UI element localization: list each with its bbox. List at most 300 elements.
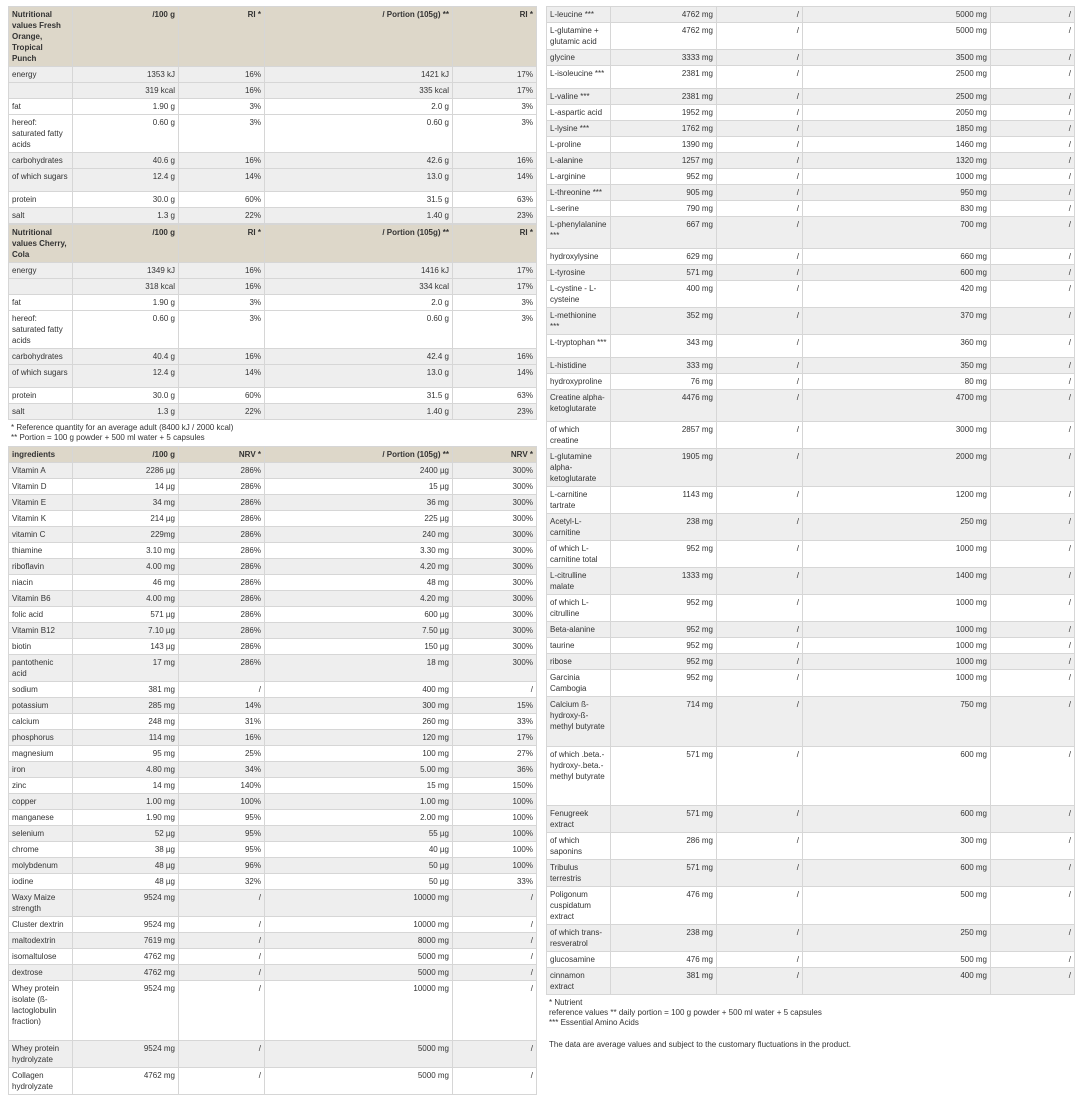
value-cell: 23%	[453, 208, 537, 224]
value-cell: 571 mg	[611, 265, 717, 281]
row-label-cell: sodium	[9, 682, 73, 698]
value-cell: 286%	[179, 639, 265, 655]
value-cell: /	[717, 217, 803, 249]
value-cell: /	[717, 925, 803, 952]
value-cell: 2050 mg	[803, 105, 991, 121]
value-cell: 250 mg	[803, 514, 991, 541]
header-cell: NRV *	[453, 447, 537, 463]
value-cell: /	[453, 933, 537, 949]
value-cell: 34 mg	[73, 495, 179, 511]
value-cell: 63%	[453, 388, 537, 404]
value-cell: /	[991, 105, 1075, 121]
row-label-cell: taurine	[547, 638, 611, 654]
value-cell: /	[717, 638, 803, 654]
value-cell: 16%	[179, 730, 265, 746]
value-cell: 32%	[179, 874, 265, 890]
value-cell: /	[991, 89, 1075, 105]
table-row	[9, 495, 537, 511]
row-label-cell: Creatine alpha-ketoglutarate	[547, 390, 611, 422]
value-cell: 150 µg	[265, 639, 453, 655]
value-cell: 1257 mg	[611, 153, 717, 169]
value-cell: /	[991, 66, 1075, 89]
row-label-cell: hereof: saturated fatty acids	[9, 115, 73, 153]
row-label-cell: salt	[9, 404, 73, 420]
table-row	[547, 105, 1075, 121]
value-cell: 381 mg	[73, 682, 179, 698]
value-cell: 1.40 g	[265, 208, 453, 224]
row-label-cell: Calcium ß-hydroxy-ß-methyl butyrate	[547, 697, 611, 747]
row-label-cell: magnesium	[9, 746, 73, 762]
value-cell: 17 mg	[73, 655, 179, 682]
value-cell: 286%	[179, 607, 265, 623]
value-cell: 100%	[179, 794, 265, 810]
table-row	[9, 463, 537, 479]
table-row	[547, 89, 1075, 105]
value-cell: 60%	[179, 192, 265, 208]
value-cell: 950 mg	[803, 185, 991, 201]
table-row	[9, 83, 537, 99]
value-cell: 143 µg	[73, 639, 179, 655]
table-row	[547, 390, 1075, 422]
value-cell: 660 mg	[803, 249, 991, 265]
row-label-cell: salt	[9, 208, 73, 224]
table-row	[547, 622, 1075, 638]
value-cell: 335 kcal	[265, 83, 453, 99]
header-cell: Nutritional values Fresh Orange, Tropical Punch	[9, 7, 73, 67]
table-row	[9, 365, 537, 388]
table-row	[547, 7, 1075, 23]
table-row	[547, 265, 1075, 281]
value-cell: 286%	[179, 511, 265, 527]
value-cell: 14%	[179, 698, 265, 714]
value-cell: 286%	[179, 575, 265, 591]
row-label-cell: manganese	[9, 810, 73, 826]
value-cell: 952 mg	[611, 670, 717, 697]
value-cell: 300%	[453, 607, 537, 623]
row-label-cell: hydroxyproline	[547, 374, 611, 390]
row-label-cell: L-glutamine + glutamic acid	[547, 23, 611, 50]
value-cell: 60%	[179, 388, 265, 404]
value-cell: /	[717, 887, 803, 925]
value-cell: 4762 mg	[73, 965, 179, 981]
value-cell: 9524 mg	[73, 981, 179, 1041]
value-cell: /	[717, 265, 803, 281]
value-cell: 15%	[453, 698, 537, 714]
value-cell: 600 mg	[803, 860, 991, 887]
row-label-cell: of which creatine	[547, 422, 611, 449]
row-label-cell: of which saponins	[547, 833, 611, 860]
value-cell: 1143 mg	[611, 487, 717, 514]
value-cell: 16%	[453, 153, 537, 169]
value-cell: 23%	[453, 404, 537, 420]
row-label-cell: iron	[9, 762, 73, 778]
table-row	[547, 308, 1075, 335]
value-cell: /	[179, 933, 265, 949]
value-cell: /	[717, 595, 803, 622]
value-cell: 30.0 g	[73, 192, 179, 208]
table-row	[9, 388, 537, 404]
table-row	[547, 952, 1075, 968]
row-label-cell: of which sugars	[9, 169, 73, 192]
row-label-cell: biotin	[9, 639, 73, 655]
table-row	[547, 670, 1075, 697]
header-cell: RI *	[179, 7, 265, 67]
value-cell: 15 µg	[265, 479, 453, 495]
value-cell: /	[991, 390, 1075, 422]
table-row	[9, 746, 537, 762]
table-row	[9, 115, 537, 153]
row-label-cell: L-isoleucine ***	[547, 66, 611, 89]
table-row	[9, 682, 537, 698]
value-cell: 1.90 g	[73, 295, 179, 311]
value-cell: 1320 mg	[803, 153, 991, 169]
value-cell: /	[717, 487, 803, 514]
value-cell: 95%	[179, 826, 265, 842]
value-cell: /	[179, 917, 265, 933]
value-cell: 286 mg	[611, 833, 717, 860]
value-cell: 2381 mg	[611, 89, 717, 105]
value-cell: 3%	[179, 99, 265, 115]
value-cell: 17%	[453, 83, 537, 99]
header-cell: / Portion (105g) **	[265, 447, 453, 463]
value-cell: 5000 mg	[265, 1068, 453, 1095]
value-cell: 4.00 mg	[73, 559, 179, 575]
value-cell: 333 mg	[611, 358, 717, 374]
row-label-cell: L-valine ***	[547, 89, 611, 105]
value-cell: 100%	[453, 810, 537, 826]
value-cell: /	[991, 697, 1075, 747]
value-cell: 80 mg	[803, 374, 991, 390]
value-cell: 14%	[453, 169, 537, 192]
value-cell: /	[453, 890, 537, 917]
value-cell: /	[717, 358, 803, 374]
row-label-cell: zinc	[9, 778, 73, 794]
row-label-cell: of which trans-resveratrol	[547, 925, 611, 952]
table-row	[547, 747, 1075, 806]
value-cell: 300%	[453, 623, 537, 639]
value-cell: 5000 mg	[803, 23, 991, 50]
value-cell: /	[453, 1068, 537, 1095]
row-label-cell: Fenugreek extract	[547, 806, 611, 833]
value-cell: /	[991, 217, 1075, 249]
value-cell: 238 mg	[611, 514, 717, 541]
value-cell: 1200 mg	[803, 487, 991, 514]
value-cell: /	[453, 949, 537, 965]
value-cell: 16%	[179, 67, 265, 83]
value-cell: 1000 mg	[803, 670, 991, 697]
value-cell: 571 mg	[611, 806, 717, 833]
value-cell: 33%	[453, 714, 537, 730]
row-label-cell: carbohydrates	[9, 349, 73, 365]
value-cell: 286%	[179, 623, 265, 639]
row-label-cell: calcium	[9, 714, 73, 730]
table-row	[547, 638, 1075, 654]
value-cell: /	[453, 981, 537, 1041]
value-cell: 5000 mg	[803, 7, 991, 23]
nutrition-table-cherry	[8, 224, 537, 420]
value-cell: 952 mg	[611, 541, 717, 568]
value-cell: /	[991, 487, 1075, 514]
value-cell: 17%	[453, 279, 537, 295]
value-cell: 7.50 µg	[265, 623, 453, 639]
value-cell: /	[991, 169, 1075, 185]
value-cell: 48 µg	[73, 874, 179, 890]
value-cell: 3%	[179, 115, 265, 153]
value-cell: /	[991, 50, 1075, 66]
value-cell: /	[717, 66, 803, 89]
value-cell: 286%	[179, 559, 265, 575]
table-row	[9, 543, 537, 559]
value-cell: 48 µg	[73, 858, 179, 874]
table-row	[9, 890, 537, 917]
value-cell: 4.20 mg	[265, 591, 453, 607]
row-label-cell: L-aspartic acid	[547, 105, 611, 121]
table-row	[9, 169, 537, 192]
value-cell: 5000 mg	[265, 949, 453, 965]
value-cell: 1.90 mg	[73, 810, 179, 826]
row-label-cell: vitamin C	[9, 527, 73, 543]
value-cell: 36 mg	[265, 495, 453, 511]
value-cell: /	[717, 201, 803, 217]
row-label-cell: of which L-citrulline	[547, 595, 611, 622]
value-cell: 286%	[179, 495, 265, 511]
row-label-cell: L-phenylalanine ***	[547, 217, 611, 249]
row-label-cell: protein	[9, 388, 73, 404]
value-cell: 286%	[179, 543, 265, 559]
table-row	[547, 422, 1075, 449]
value-cell: /	[717, 50, 803, 66]
left-column	[8, 6, 536, 1095]
value-cell: 1460 mg	[803, 137, 991, 153]
value-cell: 500 mg	[803, 952, 991, 968]
table-row	[547, 925, 1075, 952]
value-cell: 952 mg	[611, 638, 717, 654]
value-cell: 2000 mg	[803, 449, 991, 487]
value-cell: /	[717, 541, 803, 568]
value-cell: /	[991, 335, 1075, 358]
value-cell: 248 mg	[73, 714, 179, 730]
value-cell: /	[991, 568, 1075, 595]
value-cell: 34%	[179, 762, 265, 778]
value-cell: /	[717, 747, 803, 806]
row-label-cell: carbohydrates	[9, 153, 73, 169]
value-cell: 300%	[453, 575, 537, 591]
table-row	[9, 1068, 537, 1095]
value-cell: 5.00 mg	[265, 762, 453, 778]
table-header-row	[9, 447, 537, 463]
value-cell: 42.6 g	[265, 153, 453, 169]
table-row	[9, 295, 537, 311]
row-label-cell	[9, 83, 73, 99]
value-cell: 476 mg	[611, 952, 717, 968]
value-cell: /	[453, 1041, 537, 1068]
table-row	[9, 263, 537, 279]
value-cell: 5000 mg	[265, 1041, 453, 1068]
value-cell: 25%	[179, 746, 265, 762]
value-cell: 300%	[453, 527, 537, 543]
row-label-cell: glycine	[547, 50, 611, 66]
row-label-cell: L-threonine ***	[547, 185, 611, 201]
table-row	[547, 23, 1075, 50]
footnote-portion: ** Portion = 100 g powder + 500 ml water + 5 capsules	[11, 433, 205, 442]
value-cell: 120 mg	[265, 730, 453, 746]
value-cell: 400 mg	[611, 281, 717, 308]
value-cell: 300%	[453, 591, 537, 607]
value-cell: /	[991, 622, 1075, 638]
row-label-cell: L-proline	[547, 137, 611, 153]
value-cell: 285 mg	[73, 698, 179, 714]
value-cell: /	[991, 449, 1075, 487]
value-cell: 52 µg	[73, 826, 179, 842]
value-cell: 4762 mg	[611, 7, 717, 23]
table-row	[9, 730, 537, 746]
value-cell: 4476 mg	[611, 390, 717, 422]
value-cell: 16%	[179, 83, 265, 99]
row-label-cell	[9, 279, 73, 295]
value-cell: /	[717, 153, 803, 169]
value-cell: /	[453, 682, 537, 698]
value-cell: /	[717, 137, 803, 153]
row-label-cell: niacin	[9, 575, 73, 591]
table-row	[9, 575, 537, 591]
value-cell: /	[179, 981, 265, 1041]
value-cell: 1400 mg	[803, 568, 991, 595]
table-row	[9, 192, 537, 208]
table-row	[547, 568, 1075, 595]
value-cell: 16%	[179, 279, 265, 295]
value-cell: /	[717, 806, 803, 833]
value-cell: 4762 mg	[611, 23, 717, 50]
value-cell: 600 µg	[265, 607, 453, 623]
value-cell: 318 kcal	[73, 279, 179, 295]
value-cell: 0.60 g	[73, 311, 179, 349]
row-label-cell: Vitamin D	[9, 479, 73, 495]
value-cell: 1416 kJ	[265, 263, 453, 279]
value-cell: 16%	[179, 263, 265, 279]
value-cell: /	[717, 568, 803, 595]
value-cell: 3333 mg	[611, 50, 717, 66]
value-cell: 905 mg	[611, 185, 717, 201]
row-label-cell: potassium	[9, 698, 73, 714]
value-cell: 8000 mg	[265, 933, 453, 949]
table-row	[547, 654, 1075, 670]
value-cell: /	[717, 514, 803, 541]
value-cell: 420 mg	[803, 281, 991, 308]
right-column	[546, 6, 1074, 1053]
value-cell: 700 mg	[803, 217, 991, 249]
table-row	[9, 639, 537, 655]
value-cell: 952 mg	[611, 595, 717, 622]
table-row	[9, 810, 537, 826]
row-label-cell: Beta-alanine	[547, 622, 611, 638]
table-row	[547, 66, 1075, 89]
row-label-cell: L-leucine ***	[547, 7, 611, 23]
value-cell: 1850 mg	[803, 121, 991, 137]
value-cell: /	[717, 121, 803, 137]
value-cell: /	[991, 121, 1075, 137]
value-cell: 96%	[179, 858, 265, 874]
row-label-cell: Vitamin E	[9, 495, 73, 511]
value-cell: /	[717, 654, 803, 670]
table-row	[9, 479, 537, 495]
value-cell: 2286 µg	[73, 463, 179, 479]
row-label-cell: Tribulus terrestris	[547, 860, 611, 887]
value-cell: /	[991, 806, 1075, 833]
value-cell: 14 mg	[73, 778, 179, 794]
value-cell: /	[717, 449, 803, 487]
header-cell: /100 g	[73, 7, 179, 67]
value-cell: /	[453, 965, 537, 981]
value-cell: 300%	[453, 463, 537, 479]
header-cell: RI *	[453, 7, 537, 67]
value-cell: /	[717, 952, 803, 968]
value-cell: 22%	[179, 208, 265, 224]
value-cell: /	[991, 595, 1075, 622]
row-label-cell: L-arginine	[547, 169, 611, 185]
row-label-cell: of which L-carnitine total	[547, 541, 611, 568]
value-cell: /	[717, 105, 803, 121]
row-label-cell: selenium	[9, 826, 73, 842]
table-row	[9, 981, 537, 1041]
row-label-cell: riboflavin	[9, 559, 73, 575]
value-cell: 0.60 g	[73, 115, 179, 153]
table-row	[9, 933, 537, 949]
value-cell: 38 µg	[73, 842, 179, 858]
value-cell: 2.00 mg	[265, 810, 453, 826]
value-cell: 286%	[179, 591, 265, 607]
table-row	[9, 762, 537, 778]
value-cell: 300 mg	[803, 833, 991, 860]
value-cell: /	[991, 23, 1075, 50]
value-cell: 4.80 mg	[73, 762, 179, 778]
value-cell: /	[179, 1068, 265, 1095]
value-cell: /	[991, 541, 1075, 568]
value-cell: 4700 mg	[803, 390, 991, 422]
table-row	[547, 449, 1075, 487]
row-label-cell: pantothenic acid	[9, 655, 73, 682]
value-cell: 2857 mg	[611, 422, 717, 449]
value-cell: 95%	[179, 842, 265, 858]
value-cell: 1.90 g	[73, 99, 179, 115]
nutrition-table-orange	[8, 6, 537, 224]
value-cell: 1.3 g	[73, 208, 179, 224]
value-cell: /	[717, 7, 803, 23]
value-cell: 55 µg	[265, 826, 453, 842]
value-cell: 1353 kJ	[73, 67, 179, 83]
value-cell: 7619 mg	[73, 933, 179, 949]
row-label-cell: energy	[9, 67, 73, 83]
row-label-cell: L-alanine	[547, 153, 611, 169]
table-row	[547, 281, 1075, 308]
value-cell: 4.00 mg	[73, 591, 179, 607]
row-label-cell: Vitamin K	[9, 511, 73, 527]
row-label-cell: fat	[9, 99, 73, 115]
table-row	[547, 595, 1075, 622]
value-cell: /	[991, 201, 1075, 217]
row-label-cell: isomaltulose	[9, 949, 73, 965]
row-label-cell: L-methionine ***	[547, 308, 611, 335]
row-label-cell: L-tryptophan ***	[547, 335, 611, 358]
table-row	[547, 487, 1075, 514]
value-cell: 476 mg	[611, 887, 717, 925]
value-cell: 240 mg	[265, 527, 453, 543]
value-cell: 1000 mg	[803, 622, 991, 638]
row-label-cell: L-citrulline malate	[547, 568, 611, 595]
value-cell: /	[717, 89, 803, 105]
row-label-cell: hereof: saturated fatty acids	[9, 311, 73, 349]
value-cell: /	[179, 890, 265, 917]
value-cell: 30.0 g	[73, 388, 179, 404]
